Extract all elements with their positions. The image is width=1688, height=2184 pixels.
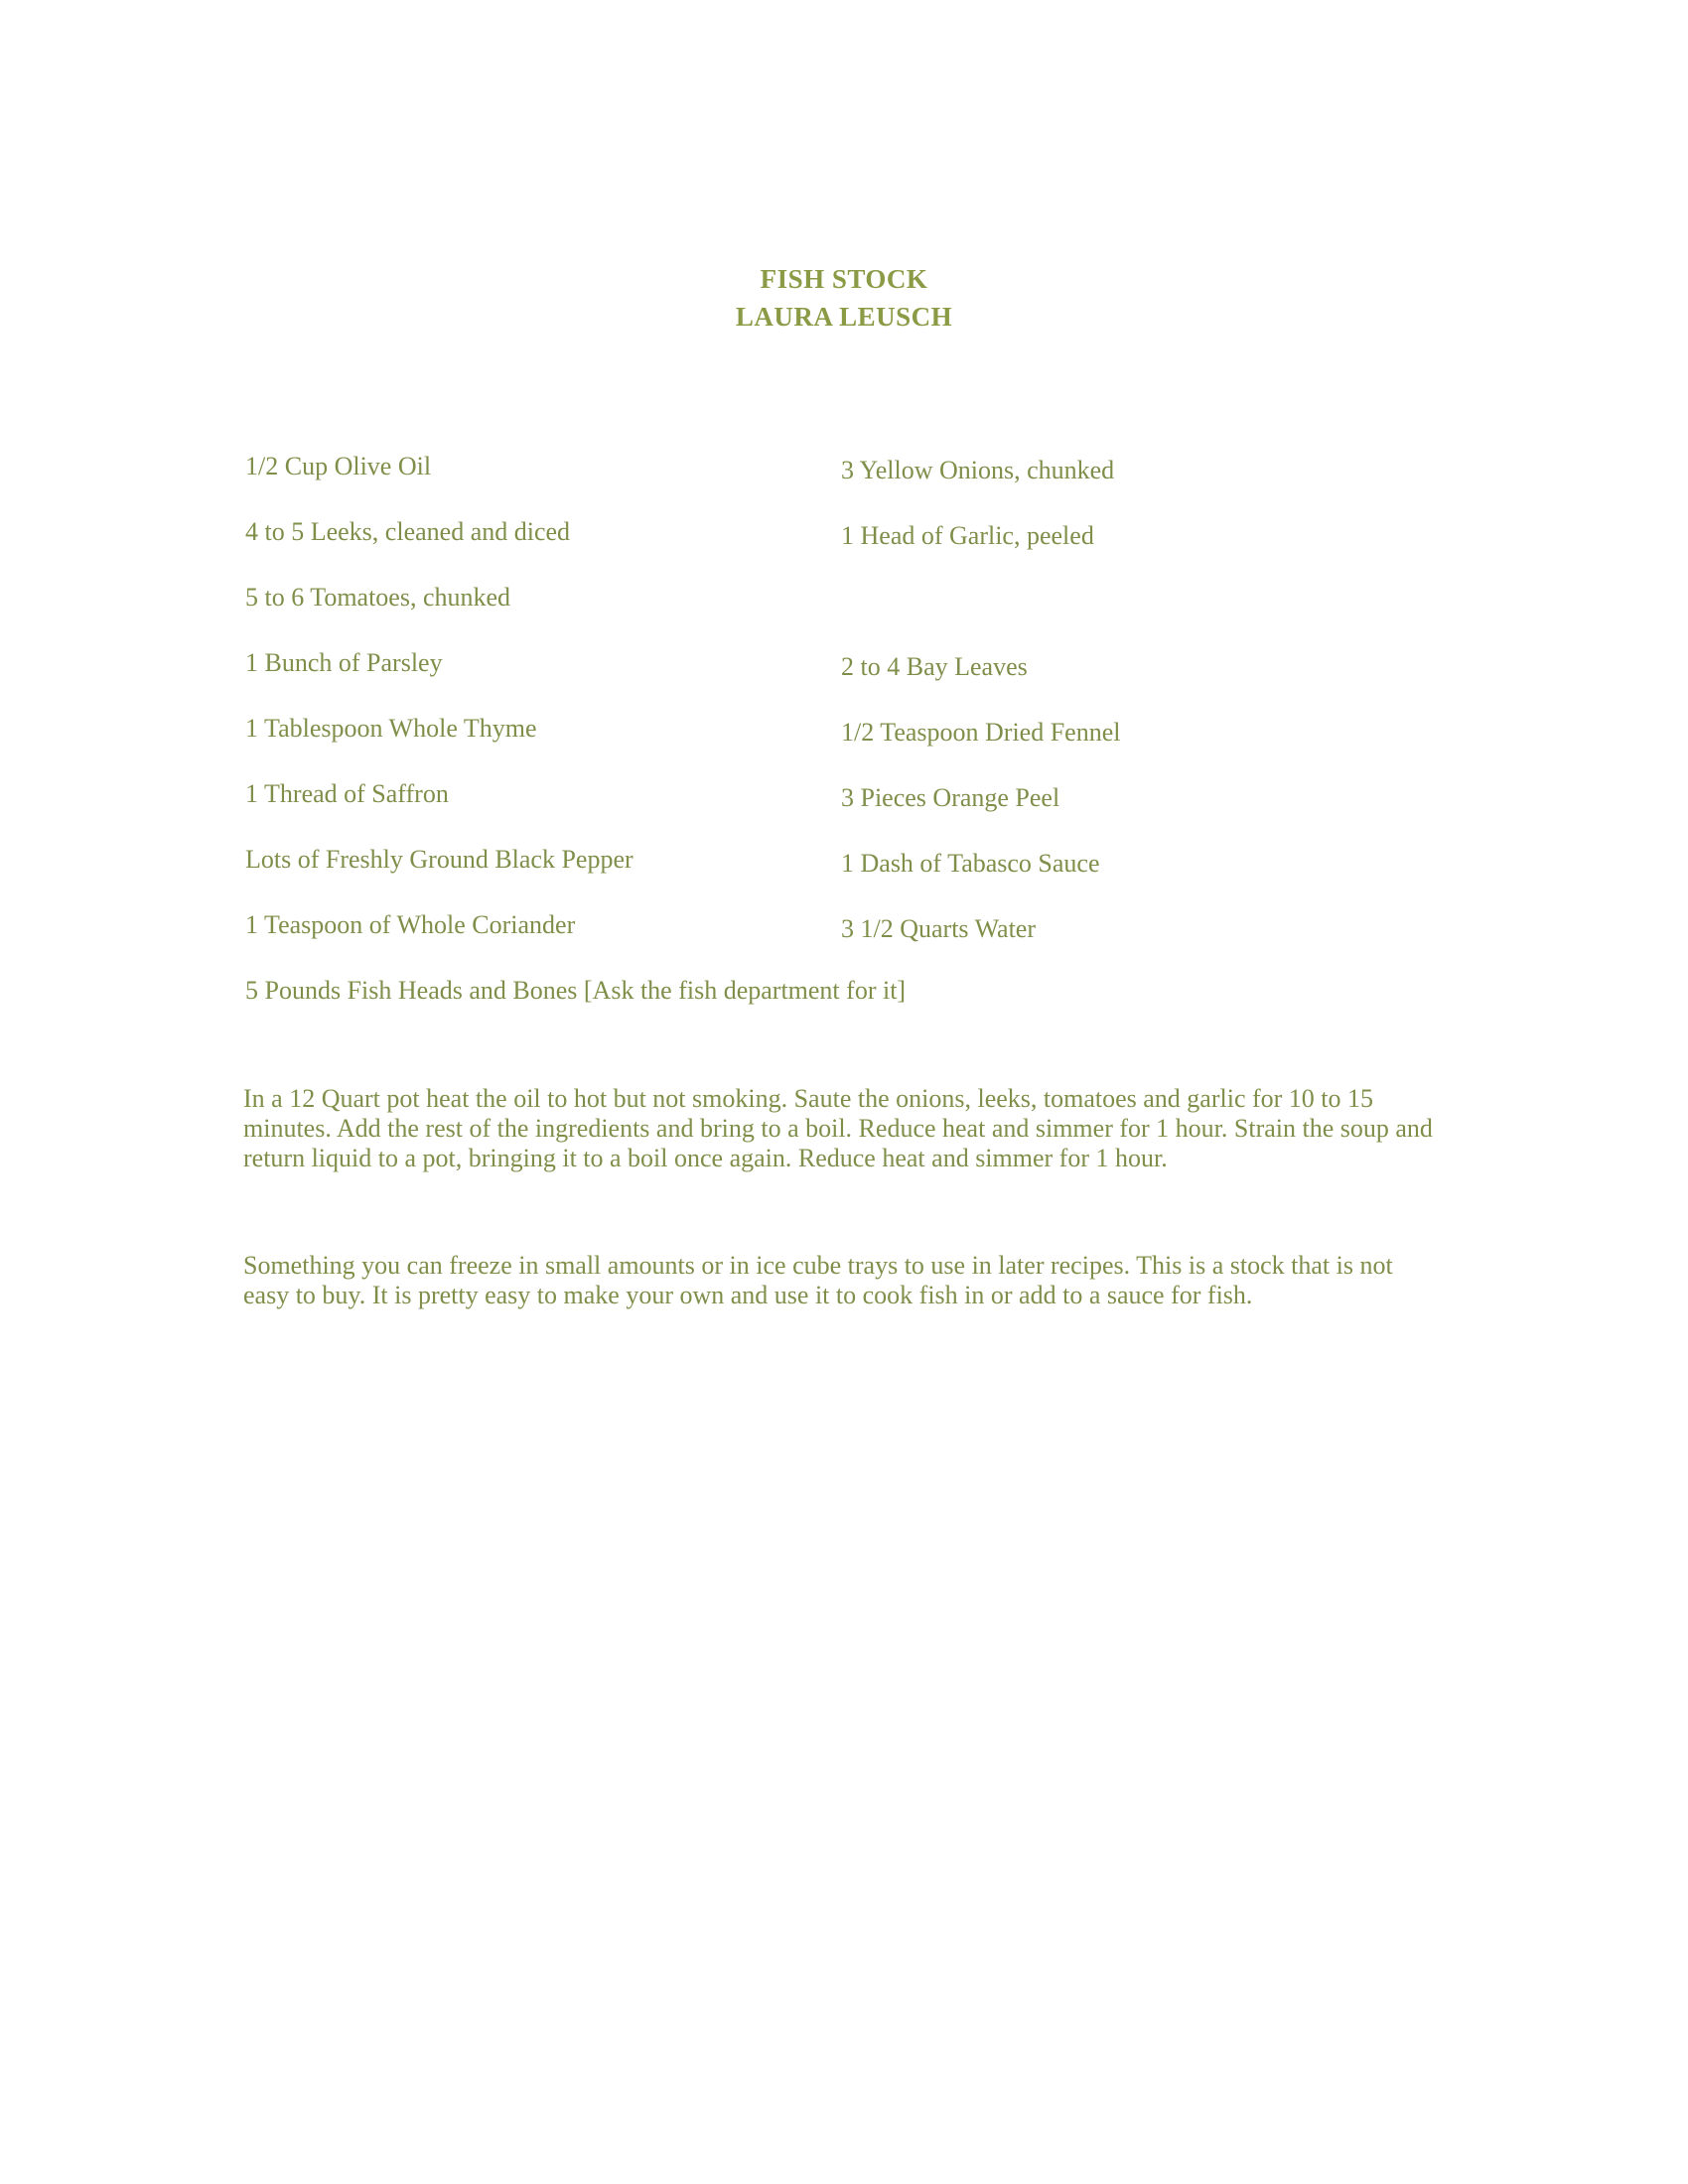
ingredient-list bbox=[245, 452, 1437, 1041]
note-paragraph: Something you can freeze in small amounts or in ice cube trays to use in later recipes. This is a stock that is not easy to buy. It is pretty easy to make your own and use it to cook fish in or add to a sauce for fish. bbox=[243, 1251, 1393, 1309]
ingredient-item: 3 Pieces Orange Peel bbox=[841, 783, 1060, 812]
ingredient-item: Lots of Freshly Ground Black Pepper bbox=[245, 845, 633, 874]
title-block bbox=[0, 260, 1688, 336]
ingredient-item: 5 to 6 Tomatoes, chunked bbox=[245, 583, 511, 612]
ingredient-item: 1 Tablespoon Whole Thyme bbox=[245, 714, 537, 743]
ingredient-item: 1 Head of Garlic, peeled bbox=[841, 521, 1094, 550]
ingredient-row bbox=[245, 845, 1437, 910]
ingredient-item: 1 Dash of Tabasco Sauce bbox=[841, 849, 1100, 878]
recipe-author: LAURA LEUSCH bbox=[735, 302, 953, 332]
ingredient-item: 3 1/2 Quarts Water bbox=[841, 914, 1036, 943]
ingredient-item: 5 Pounds Fish Heads and Bones [Ask the fish department for it] bbox=[245, 976, 907, 1005]
ingredient-row bbox=[245, 714, 1437, 779]
ingredient-item: 1 Bunch of Parsley bbox=[245, 648, 443, 677]
ingredient-row bbox=[245, 779, 1437, 845]
directions-paragraph: In a 12 Quart pot heat the oil to hot but not smoking. Saute the onions, leeks, tomatoes and garlic for 10 to 15 minutes. Add the rest of the ingredients and bring to a boil. Reduce heat and simmer for 1 hour. Strain the soup and return liquid to a pot, bringing it to a boil once again. Reduce heat and simmer for 1 hour. bbox=[243, 1084, 1433, 1172]
recipe-title: FISH STOCK bbox=[760, 264, 928, 294]
ingredient-row bbox=[245, 452, 1437, 517]
ingredient-item: 3 Yellow Onions, chunked bbox=[841, 456, 1115, 484]
ingredient-row bbox=[245, 910, 1437, 976]
ingredient-item: 2 to 4 Bay Leaves bbox=[841, 652, 1028, 681]
ingredient-row bbox=[245, 583, 1437, 648]
ingredient-item: 1/2 Cup Olive Oil bbox=[245, 452, 432, 480]
ingredient-item: 4 to 5 Leeks, cleaned and diced bbox=[245, 517, 571, 546]
ingredient-row bbox=[245, 517, 1437, 583]
ingredient-item: 1 Thread of Saffron bbox=[245, 779, 449, 808]
ingredient-row bbox=[245, 648, 1437, 714]
ingredient-item: 1 Teaspoon of Whole Coriander bbox=[245, 910, 576, 939]
ingredient-item: 1/2 Teaspoon Dried Fennel bbox=[841, 718, 1121, 747]
ingredient-row bbox=[245, 976, 1437, 1041]
